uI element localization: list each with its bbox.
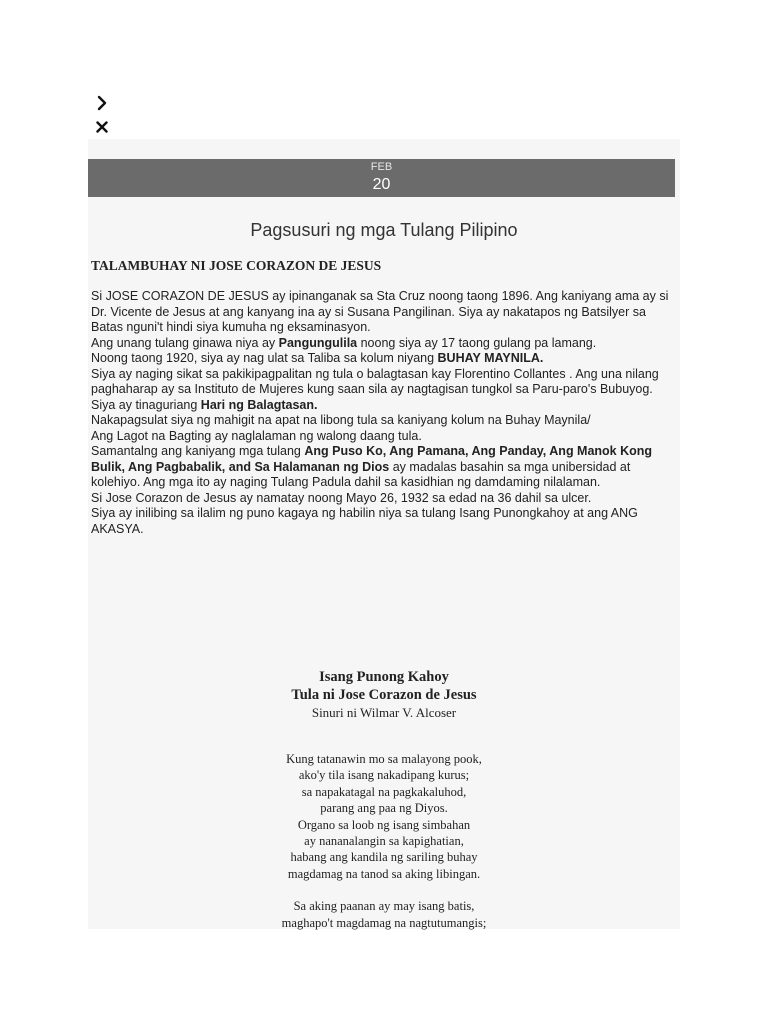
poem-title: Isang Punong Kahoy [319,669,449,685]
poem-byline: Sinuri ni Wilmar V. Alcoser [311,705,457,720]
bio-paragraph: Ang Lagot na Bagting ay naglalaman ng walong daang tula. [91,428,422,443]
biography-text [91,289,681,537]
bio-paragraph: Siya ay tinaguriang Hari ng Balagtasan. [91,397,318,412]
document-page [88,139,680,929]
poem-line: Organo sa loob ng isang simbahan [297,817,471,832]
poem-header [88,668,680,721]
poem-line: maghapo't magdamag na nagtutumangis; [281,915,487,930]
bio-paragraph: Siya ay inilibing sa ilalim ng puno kagaya ng habilin niya sa tulang Isang Punongkahoy at ang ANG AKASYA. [91,506,638,536]
poem-body [88,751,680,947]
date-month: FEB [370,161,393,173]
bio-paragraph: Si Jose Corazon de Jesus ay namatay noong Mayo 26, 1932 sa edad na 36 dahil sa ulcer. [91,490,592,505]
section-heading: TALAMBUHAY NI JOSE CORAZON DE JESUS [91,258,382,273]
poem-line: habang ang kandila ng sariling buhay [290,850,478,865]
poem-subtitle: Tula ni Jose Corazon de Jesus [291,687,477,703]
poem-line: Sa aking paanan ay may isang batis, [293,899,475,914]
close-icon[interactable] [94,119,110,135]
bio-paragraph: Siya ay naging sikat sa pakikipagpalitan ng tula o balagtasan kay Florentino Collantes . Ang una nilang paghaharap ay sa Instituto de Mujeres kung saan sila ay nagtagisan tungkol sa Paru-paro's Bubuyog. [91,366,659,396]
bio-paragraph: Noong taong 1920, siya ay nag ulat sa Taliba sa kolum niyang BUHAY MAYNILA. [91,351,544,365]
poem-stanza-1 [88,751,680,882]
chevron-right-icon[interactable] [94,95,110,111]
poem-stanza-2 [88,898,680,931]
date-day: 20 [372,176,391,193]
bio-paragraph: Si JOSE CORAZON DE JESUS ay ipinanganak sa Sta Cruz noong taong 1896. Ang kaniyang ama ay si Dr. Vicente de Jesus at ang kanyang ina ay si Susana Pangilinan. Siya ay nakatapos ng Batsilyer sa Batas nguni't hindi siya kumuha ng eksaminasyon. [91,289,669,334]
date-badge [88,159,675,197]
bio-paragraph: Ang unang tulang ginawa niya ay Pangungulila noong siya ay 17 taong gulang pa lamang. [91,335,597,350]
poem-line: Kung tatanawin mo sa malayong pook, [286,752,482,766]
poem-line: ay nananalangin sa kapighatian, [304,834,464,849]
bio-paragraph: Samantalng ang kaniyang mga tulang Ang Puso Ko, Ang Pamana, Ang Panday, Ang Manok Kong Bulik, Ang Pagbabalik, and Sa Halamanan ng Dios ay madalas basahin sa mga unibersidad at kolehiyo. Ang mga ito ay naging Tulang Padula dahil sa kasidhian ng damdaming nilalaman. [91,444,653,489]
bio-paragraph: Nakapagsulat siya ng mahigit na apat na libong tula sa kaniyang kolum na Buhay Maynila/ [91,413,591,427]
poem-line: ako'y tila isang nakadipang kurus; [298,768,470,783]
poem-line: magdamag na tanod sa aking libingan. [287,866,481,881]
poem-line: sa napakatagal na pagkakaluhod, [301,784,467,799]
post-title: Pagsusuri ng mga Tulang Pilipino [250,220,518,240]
poem-line: parang ang paa ng Diyos. [320,801,448,816]
